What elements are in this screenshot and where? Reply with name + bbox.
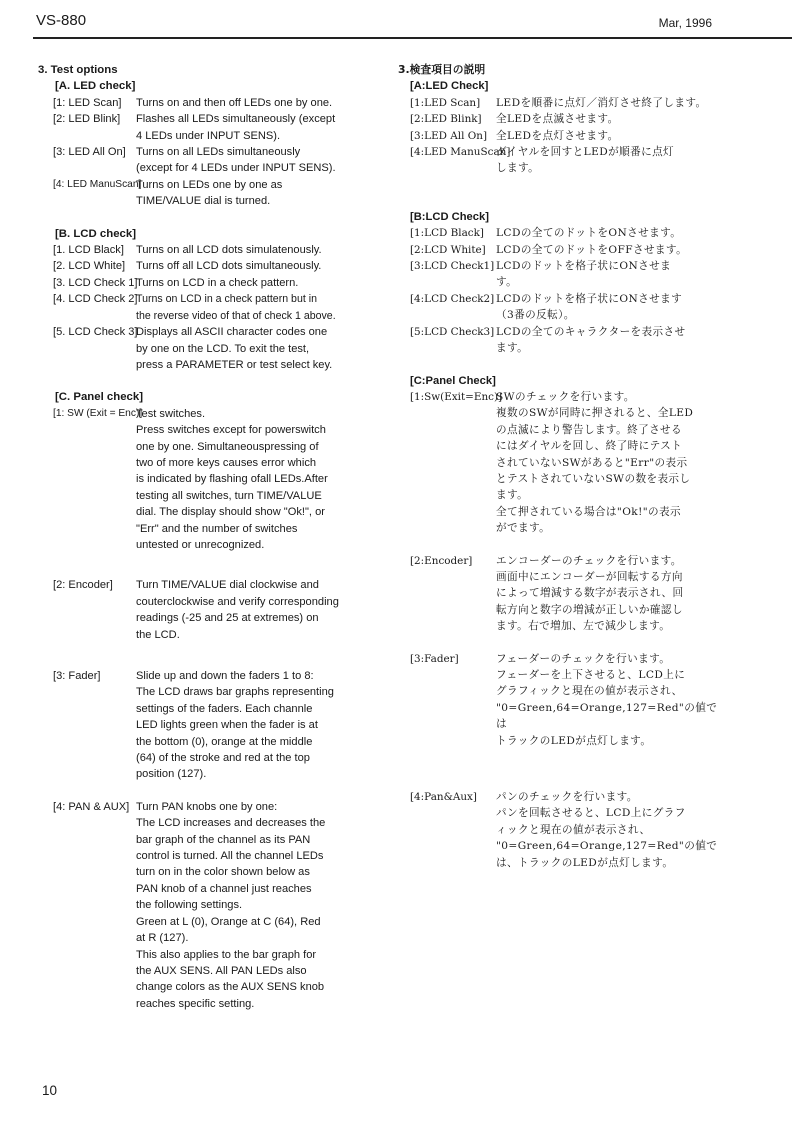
- item-desc: LCDの全てのキャラクターを表示させ ます。: [496, 325, 686, 355]
- item-desc: Turns on LCD in a check pattern but in the reverse video of that of check 1 above.: [136, 293, 336, 322]
- header-rule: [33, 37, 792, 39]
- section-title: 3.検査項目の説明: [398, 63, 486, 76]
- header-date: Mar, 1996: [658, 16, 712, 30]
- item-desc: パンのチェックを行います。 パンを回転させると、LCD上にグラフ ィックと現在の値が表示され、 "0=Green,64=Orange,127=Red"の値で は、トラックのLEDが点灯します。: [496, 791, 718, 869]
- list-item: [398, 242, 728, 258]
- item-desc: 全LEDを点滅させます。: [496, 113, 619, 126]
- list-item: [38, 95, 368, 111]
- item-desc: 全LEDを点灯させます。: [496, 129, 619, 142]
- item-key: [2:LED Blink]: [410, 113, 482, 126]
- item-key: [2: Encoder]: [53, 579, 113, 592]
- list-item: [38, 177, 368, 210]
- item-key: [4: PAN & AUX]: [53, 800, 130, 813]
- list-item: [38, 291, 368, 324]
- item-desc: Turns on all LCD dots simulatenously.: [136, 244, 322, 257]
- item-desc: LCDのドットを格子状にONさせます （3番の反転）。: [496, 292, 683, 322]
- item-desc: LCDのドットを格子状にONさせま す。: [496, 260, 672, 289]
- list-item: [38, 324, 368, 373]
- list-item: [398, 225, 728, 241]
- list-item: [398, 111, 728, 127]
- list-item: [38, 258, 368, 274]
- item-key: [1. LCD Black]: [53, 244, 124, 257]
- item-key: [2. LCD White]: [53, 260, 126, 273]
- item-desc: Turn TIME/VALUE dial clockwise and couterclockwise and verify corresponding readings (-25 and 25 at extremes) on the LCD.: [136, 579, 339, 641]
- list-item: [398, 258, 728, 291]
- japanese-column: [398, 62, 728, 871]
- item-key: [1:Sw(Exit=Enc)]: [410, 390, 503, 403]
- list-item: [38, 406, 368, 554]
- item-desc: エンコーダーのチェックを行います。 画面中にエンコーダーが回転する方向 によって増減する数字が表示され、回 転方向と数字の増減が正しいか確認し ます。右で増加、左で減少します。: [496, 554, 684, 633]
- item-desc: ダイヤルを回すとLEDが順番に点灯 します。: [496, 146, 675, 175]
- item-key: [1: SW (Exit = Enc)]: [53, 407, 143, 419]
- list-item: [38, 144, 368, 177]
- item-desc: LCDの全てのドットをOFFさせます。: [496, 243, 688, 256]
- item-desc: Test switches. Press switches except for powerswitch one by one. Simultaneouspressing of two of more keys causes error which is indicated by flashing ofall LEDs.After testing all switches, turn TIME/VALUE dial. The display should show "Ok!", or "Err" and the number of switches untested or unrecognized.: [136, 407, 328, 551]
- list-item: [398, 128, 728, 144]
- list-item: [398, 389, 728, 537]
- page-number: 10: [42, 1083, 58, 1098]
- header-model: VS-880: [36, 12, 87, 29]
- item-desc: Displays all ASCII character codes one by one on the LCD. To exit the test, press a PARAMETER or test select key.: [136, 326, 333, 371]
- list-item: [398, 651, 728, 749]
- item-desc: LEDを順番に点灯／消灯させ終了します。: [496, 96, 707, 109]
- group-title-led: [A. LED check]: [55, 80, 136, 93]
- item-key: [1:LED Scan]: [410, 96, 481, 109]
- item-desc: Turns on and then off LEDs one by one.: [136, 96, 333, 109]
- group-title-lcd: [B:LCD Check]: [410, 210, 489, 223]
- item-desc: Turn PAN knobs one by one: The LCD increases and decreases the bar graph of the channel as its PAN control is turned. All the channel LEDs turn on in the color shown below as PAN knob of a channel just reaches the following settings. Green at L (0), Orange at C (64), Red at R (127). This also applies to the bar graph for the AUX SENS. All PAN LEDs also change colors as the AUX SENS knob reaches specific setting.: [136, 800, 326, 1010]
- list-item: [38, 799, 368, 1012]
- item-key: [2:LCD White]: [410, 243, 486, 256]
- group-title-led: [A:LED Check]: [410, 80, 489, 93]
- item-key: [4. LCD Check 2]: [53, 293, 138, 306]
- item-key: [3:Fader]: [410, 652, 459, 665]
- list-item: [398, 324, 728, 357]
- list-item: [38, 577, 368, 643]
- list-item: [38, 668, 368, 783]
- item-key: [4:LCD Check2]: [410, 292, 495, 305]
- item-desc: フェーダーのチェックを行います。 フェーダーを上下させると、LCD上に グラフィックと現在の値が表示され、 "0=Green,64=Orange,127=Red"の値では トラックのLEDが点灯します。: [496, 652, 718, 747]
- item-key: [3: LED All On]: [53, 146, 126, 159]
- list-item: [398, 553, 728, 635]
- item-desc: SWのチェックを行います。 複数のSWが同時に押されると、全LED の点滅により警告します。終了させる にはダイヤルを回し、終了時にテスト されていないSWがあると"Err"の表示 とテストされていないSWの数を表示し ます。 全て押されている場合は"Ok!"の表示 がでます。: [496, 390, 694, 535]
- list-item: [38, 111, 368, 144]
- list-item: [38, 275, 368, 291]
- item-key: [3. LCD Check 1]: [53, 276, 138, 289]
- item-key: [3: Fader]: [53, 670, 101, 682]
- item-key: [4: LED ManuScan]: [53, 178, 142, 190]
- item-key: [4:LED ManuScan]: [410, 146, 511, 159]
- item-desc: Turns on LEDs one by one as TIME/VALUE dial is turned.: [136, 178, 283, 208]
- item-key: [2:Encoder]: [410, 554, 473, 567]
- group-title-panel: [C:Panel Check]: [410, 374, 496, 387]
- item-key: [1:LCD Black]: [410, 227, 484, 240]
- item-desc: LCDの全てのドットをONさせます。: [496, 227, 682, 240]
- item-key: [2: LED Blink]: [53, 113, 121, 126]
- item-desc: Slide up and down the faders 1 to 8: The LCD draws bar graphs representing settings of the faders. Each channle LED lights green when the fader is at the bottom (0), orange at the middle (64) of the stroke and red at the top position (127).: [136, 670, 334, 781]
- item-key: [4:Pan&Aux]: [410, 791, 477, 804]
- list-item: [398, 95, 728, 111]
- item-key: [5. LCD Check 3]: [53, 326, 138, 339]
- list-item: [398, 291, 728, 324]
- item-key: [1: LED Scan]: [53, 96, 122, 109]
- section-title: 3. Test options: [38, 64, 118, 76]
- item-desc: Turns on LCD in a check pattern.: [136, 276, 299, 289]
- group-title-panel: [C. Panel check]: [55, 391, 143, 404]
- english-column: [38, 62, 368, 1012]
- item-key: [3:LED All On]: [410, 129, 488, 142]
- list-item: [38, 242, 368, 258]
- group-title-lcd: [B. LCD check]: [55, 227, 137, 240]
- item-desc: Turns on all LEDs simultaneously (except for 4 LEDs under INPUT SENS).: [136, 146, 336, 175]
- list-item: [398, 144, 728, 177]
- item-desc: Flashes all LEDs simultaneously (except 4 LEDs under INPUT SENS).: [136, 113, 336, 142]
- item-key: [5:LCD Check3]: [410, 325, 495, 338]
- item-key: [3:LCD Check1]: [410, 260, 495, 273]
- item-desc: Turns off all LCD dots simultaneously.: [136, 260, 322, 273]
- list-item: [398, 789, 728, 871]
